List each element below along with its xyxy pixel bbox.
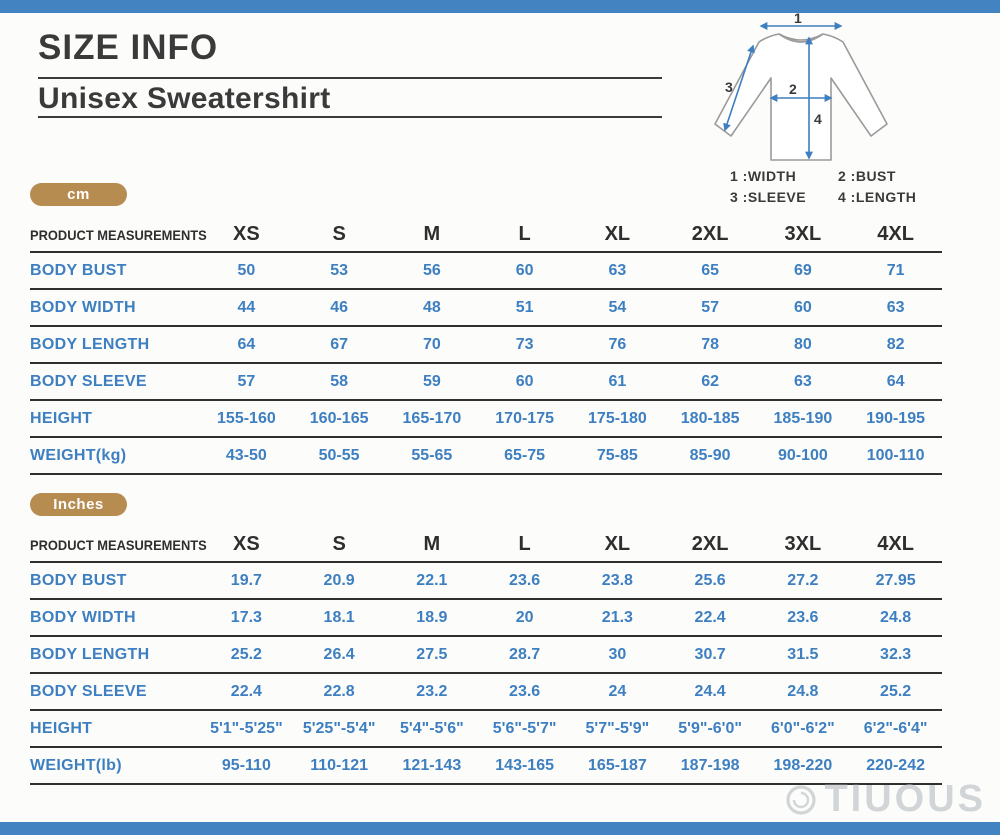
sweater-measurement-diagram	[700, 12, 932, 164]
measurement-value-cell: 25.2	[849, 673, 942, 710]
measurement-value-cell: 95-110	[200, 747, 293, 784]
measurement-value-cell: 60	[478, 363, 571, 400]
measurement-value-cell: 160-165	[293, 400, 386, 437]
subtitle-divider	[38, 116, 662, 118]
measurement-value-cell: 67	[293, 326, 386, 363]
table-row	[30, 599, 942, 636]
measurement-value-cell: 46	[293, 289, 386, 326]
measurement-value-cell: 54	[571, 289, 664, 326]
watermark-text: TIUOUS	[824, 778, 986, 820]
measurement-value-cell: 59	[386, 363, 479, 400]
size-column-header: S	[293, 528, 386, 562]
measurement-value-cell: 58	[293, 363, 386, 400]
measurement-value-cell: 63	[849, 289, 942, 326]
measurement-value-cell: 32.3	[849, 636, 942, 673]
measurement-value-cell: 27.95	[849, 562, 942, 599]
measurement-value-cell: 73	[478, 326, 571, 363]
measurement-value-cell: 22.4	[200, 673, 293, 710]
size-column-header: L	[478, 218, 571, 252]
legend-item-bust: 2 :BUST	[838, 168, 896, 184]
measurement-value-cell: 5'25"-5'4"	[293, 710, 386, 747]
measurement-value-cell: 165-187	[571, 747, 664, 784]
measurement-row-label: BODY LENGTH	[30, 636, 200, 673]
measurement-value-cell: 63	[571, 252, 664, 289]
label-sleeve-3: 3	[725, 79, 733, 95]
measurement-value-cell: 20.9	[293, 562, 386, 599]
measurement-value-cell: 20	[478, 599, 571, 636]
table-row	[30, 673, 942, 710]
measurement-value-cell: 22.4	[664, 599, 757, 636]
measurement-value-cell: 6'2"-6'4"	[849, 710, 942, 747]
measurement-value-cell: 185-190	[757, 400, 850, 437]
inches-size-table	[30, 528, 942, 785]
size-column-header: 4XL	[849, 528, 942, 562]
measurement-value-cell: 220-242	[849, 747, 942, 784]
measurement-value-cell: 165-170	[386, 400, 479, 437]
measurement-value-cell: 61	[571, 363, 664, 400]
measurement-value-cell: 23.2	[386, 673, 479, 710]
size-column-header: XS	[200, 218, 293, 252]
measurement-row-label: WEIGHT(kg)	[30, 437, 200, 474]
measurement-row-label: WEIGHT(lb)	[30, 747, 200, 784]
measurement-value-cell: 57	[664, 289, 757, 326]
measurement-row-label: BODY WIDTH	[30, 289, 200, 326]
measurement-value-cell: 198-220	[757, 747, 850, 784]
measurement-row-label: BODY SLEEVE	[30, 363, 200, 400]
sweater-outline-icon	[715, 34, 887, 160]
inches-unit-badge: Inches	[30, 493, 127, 516]
measurement-value-cell: 27.2	[757, 562, 850, 599]
measurement-value-cell: 62	[664, 363, 757, 400]
measurement-value-cell: 27.5	[386, 636, 479, 673]
measurement-value-cell: 23.6	[757, 599, 850, 636]
measurement-value-cell: 5'6"-5'7"	[478, 710, 571, 747]
measurement-value-cell: 78	[664, 326, 757, 363]
measurement-value-cell: 24.4	[664, 673, 757, 710]
measurement-row-label: HEIGHT	[30, 710, 200, 747]
size-column-header: 3XL	[757, 528, 850, 562]
measurement-row-label: BODY BUST	[30, 252, 200, 289]
measurement-value-cell: 187-198	[664, 747, 757, 784]
legend-item-sleeve: 3 :SLEEVE	[730, 189, 807, 205]
measurement-value-cell: 19.7	[200, 562, 293, 599]
legend-item-width: 1 :WIDTH	[730, 168, 797, 184]
product-measurements-label: PRODUCT MEASUREMENTS	[30, 218, 186, 252]
measurement-value-cell: 82	[849, 326, 942, 363]
measurement-value-cell: 50	[200, 252, 293, 289]
table-row	[30, 437, 942, 474]
measurement-value-cell: 65-75	[478, 437, 571, 474]
measurement-value-cell: 26.4	[293, 636, 386, 673]
measurement-value-cell: 5'1"-5'25"	[200, 710, 293, 747]
measurement-value-cell: 63	[757, 363, 850, 400]
measurement-value-cell: 57	[200, 363, 293, 400]
title-divider	[38, 77, 662, 79]
size-column-header: XL	[571, 218, 664, 252]
size-column-header: XL	[571, 528, 664, 562]
measurement-value-cell: 80	[757, 326, 850, 363]
table-row	[30, 562, 942, 599]
measurement-value-cell: 30.7	[664, 636, 757, 673]
measurement-value-cell: 24	[571, 673, 664, 710]
measurement-value-cell: 6'0"-6'2"	[757, 710, 850, 747]
measurement-value-cell: 23.8	[571, 562, 664, 599]
measurement-value-cell: 23.6	[478, 562, 571, 599]
measurement-value-cell: 110-121	[293, 747, 386, 784]
measurement-value-cell: 76	[571, 326, 664, 363]
measurement-value-cell: 24.8	[849, 599, 942, 636]
measurement-value-cell: 75-85	[571, 437, 664, 474]
cm-size-table	[30, 218, 942, 475]
table-row	[30, 636, 942, 673]
table-row	[30, 710, 942, 747]
size-column-header: L	[478, 528, 571, 562]
size-column-header: XS	[200, 528, 293, 562]
diagram-legend	[730, 168, 916, 205]
measurement-value-cell: 25.2	[200, 636, 293, 673]
measurement-value-cell: 180-185	[664, 400, 757, 437]
measurement-value-cell: 5'4"-5'6"	[386, 710, 479, 747]
measurement-value-cell: 64	[200, 326, 293, 363]
measurement-value-cell: 18.9	[386, 599, 479, 636]
size-column-header: S	[293, 218, 386, 252]
measurement-value-cell: 64	[849, 363, 942, 400]
measurement-value-cell: 71	[849, 252, 942, 289]
page-title: SIZE INFO	[38, 28, 219, 67]
bottom-accent-bar	[0, 822, 1000, 835]
table-row	[30, 363, 942, 400]
measurement-value-cell: 170-175	[478, 400, 571, 437]
table-row	[30, 289, 942, 326]
measurement-value-cell: 155-160	[200, 400, 293, 437]
measurement-value-cell: 143-165	[478, 747, 571, 784]
measurement-value-cell: 190-195	[849, 400, 942, 437]
measurement-value-cell: 17.3	[200, 599, 293, 636]
measurement-value-cell: 23.6	[478, 673, 571, 710]
measurement-value-cell: 60	[757, 289, 850, 326]
measurement-row-label: BODY LENGTH	[30, 326, 200, 363]
size-column-header: 2XL	[664, 218, 757, 252]
measurement-value-cell: 22.8	[293, 673, 386, 710]
measurement-value-cell: 18.1	[293, 599, 386, 636]
measurement-value-cell: 55-65	[386, 437, 479, 474]
measurement-value-cell: 28.7	[478, 636, 571, 673]
measurement-value-cell: 30	[571, 636, 664, 673]
measurement-row-label: BODY BUST	[30, 562, 200, 599]
table-row	[30, 400, 942, 437]
measurement-value-cell: 85-90	[664, 437, 757, 474]
watermark-logo-icon	[784, 783, 818, 817]
measurement-value-cell: 50-55	[293, 437, 386, 474]
legend-item-length: 4 :LENGTH	[838, 189, 917, 205]
size-column-header: 4XL	[849, 218, 942, 252]
brand-watermark	[784, 778, 986, 821]
table-row	[30, 252, 942, 289]
label-bust-2: 2	[789, 81, 797, 97]
cm-table-header-row	[30, 218, 942, 252]
measurement-value-cell: 100-110	[849, 437, 942, 474]
inches-table-header-row	[30, 528, 942, 562]
measurement-row-label: HEIGHT	[30, 400, 200, 437]
size-column-header: 2XL	[664, 528, 757, 562]
size-column-header: M	[386, 528, 479, 562]
measurement-value-cell: 56	[386, 252, 479, 289]
measurement-value-cell: 90-100	[757, 437, 850, 474]
measurement-value-cell: 69	[757, 252, 850, 289]
measurement-value-cell: 24.8	[757, 673, 850, 710]
measurement-value-cell: 25.6	[664, 562, 757, 599]
measurement-value-cell: 70	[386, 326, 479, 363]
product-subtitle: Unisex Sweatershirt	[38, 82, 331, 115]
table-row	[30, 326, 942, 363]
measurement-row-label: BODY WIDTH	[30, 599, 200, 636]
measurement-value-cell: 43-50	[200, 437, 293, 474]
measurement-value-cell: 31.5	[757, 636, 850, 673]
label-length-4: 4	[814, 111, 822, 127]
measurement-value-cell: 5'9"-6'0"	[664, 710, 757, 747]
measurement-value-cell: 5'7"-5'9"	[571, 710, 664, 747]
measurement-value-cell: 48	[386, 289, 479, 326]
measurement-value-cell: 21.3	[571, 599, 664, 636]
measurement-value-cell: 53	[293, 252, 386, 289]
measurement-value-cell: 65	[664, 252, 757, 289]
product-measurements-label: PRODUCT MEASUREMENTS	[30, 528, 186, 562]
measurement-value-cell: 175-180	[571, 400, 664, 437]
measurement-value-cell: 51	[478, 289, 571, 326]
cm-unit-badge: cm	[30, 183, 127, 206]
size-column-header: 3XL	[757, 218, 850, 252]
measurement-value-cell: 22.1	[386, 562, 479, 599]
measurement-value-cell: 121-143	[386, 747, 479, 784]
measurement-value-cell: 44	[200, 289, 293, 326]
size-column-header: M	[386, 218, 479, 252]
measurement-row-label: BODY SLEEVE	[30, 673, 200, 710]
label-width-1: 1	[794, 12, 802, 26]
measurement-value-cell: 60	[478, 252, 571, 289]
